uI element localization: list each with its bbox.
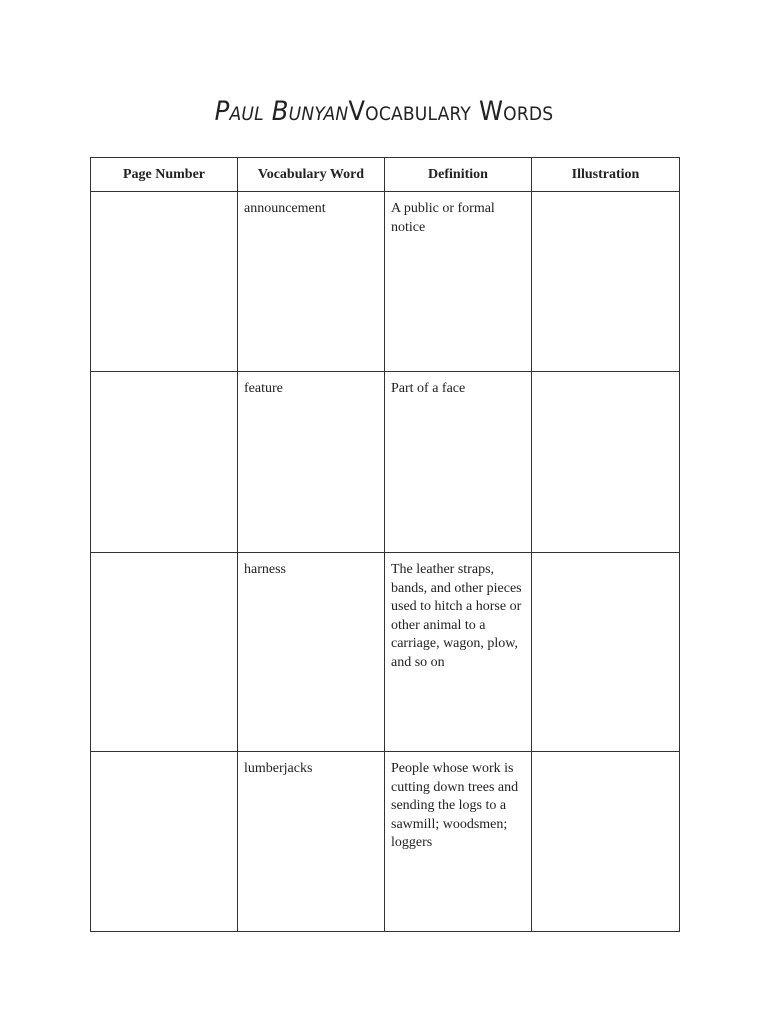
vocabulary-word-cell: announcement (238, 192, 385, 372)
illustration-cell (532, 372, 680, 553)
table-header-row (91, 158, 680, 192)
definition-cell: The leather straps, bands, and other pieces used to hitch a horse or other animal to a carriage, wagon, plow, and so on (385, 553, 532, 752)
title-italic-part: Paul Bunyan (214, 96, 349, 127)
table-row (91, 372, 680, 553)
page-title (0, 92, 768, 132)
vocabulary-word-cell: harness (238, 553, 385, 752)
header-illustration: Illustration (532, 158, 680, 192)
page-number-cell (91, 553, 238, 752)
header-vocabulary-word: Vocabulary Word (238, 158, 385, 192)
page-number-cell (91, 372, 238, 553)
title-rest: Vocabulary Words (348, 96, 554, 127)
vocabulary-table (90, 157, 680, 932)
definition-cell: People whose work is cutting down trees and sending the logs to a sawmill; woodsmen; loggers (385, 752, 532, 932)
table-row (91, 553, 680, 752)
table-row (91, 752, 680, 932)
table-row (91, 192, 680, 372)
vocabulary-word-cell: feature (238, 372, 385, 553)
definition-cell: A public or formal notice (385, 192, 532, 372)
header-definition: Definition (385, 158, 532, 192)
definition-cell: Part of a face (385, 372, 532, 553)
page-number-cell (91, 192, 238, 372)
illustration-cell (532, 192, 680, 372)
illustration-cell (532, 553, 680, 752)
vocabulary-word-cell: lumberjacks (238, 752, 385, 932)
header-page-number: Page Number (91, 158, 238, 192)
page-number-cell (91, 752, 238, 932)
illustration-cell (532, 752, 680, 932)
